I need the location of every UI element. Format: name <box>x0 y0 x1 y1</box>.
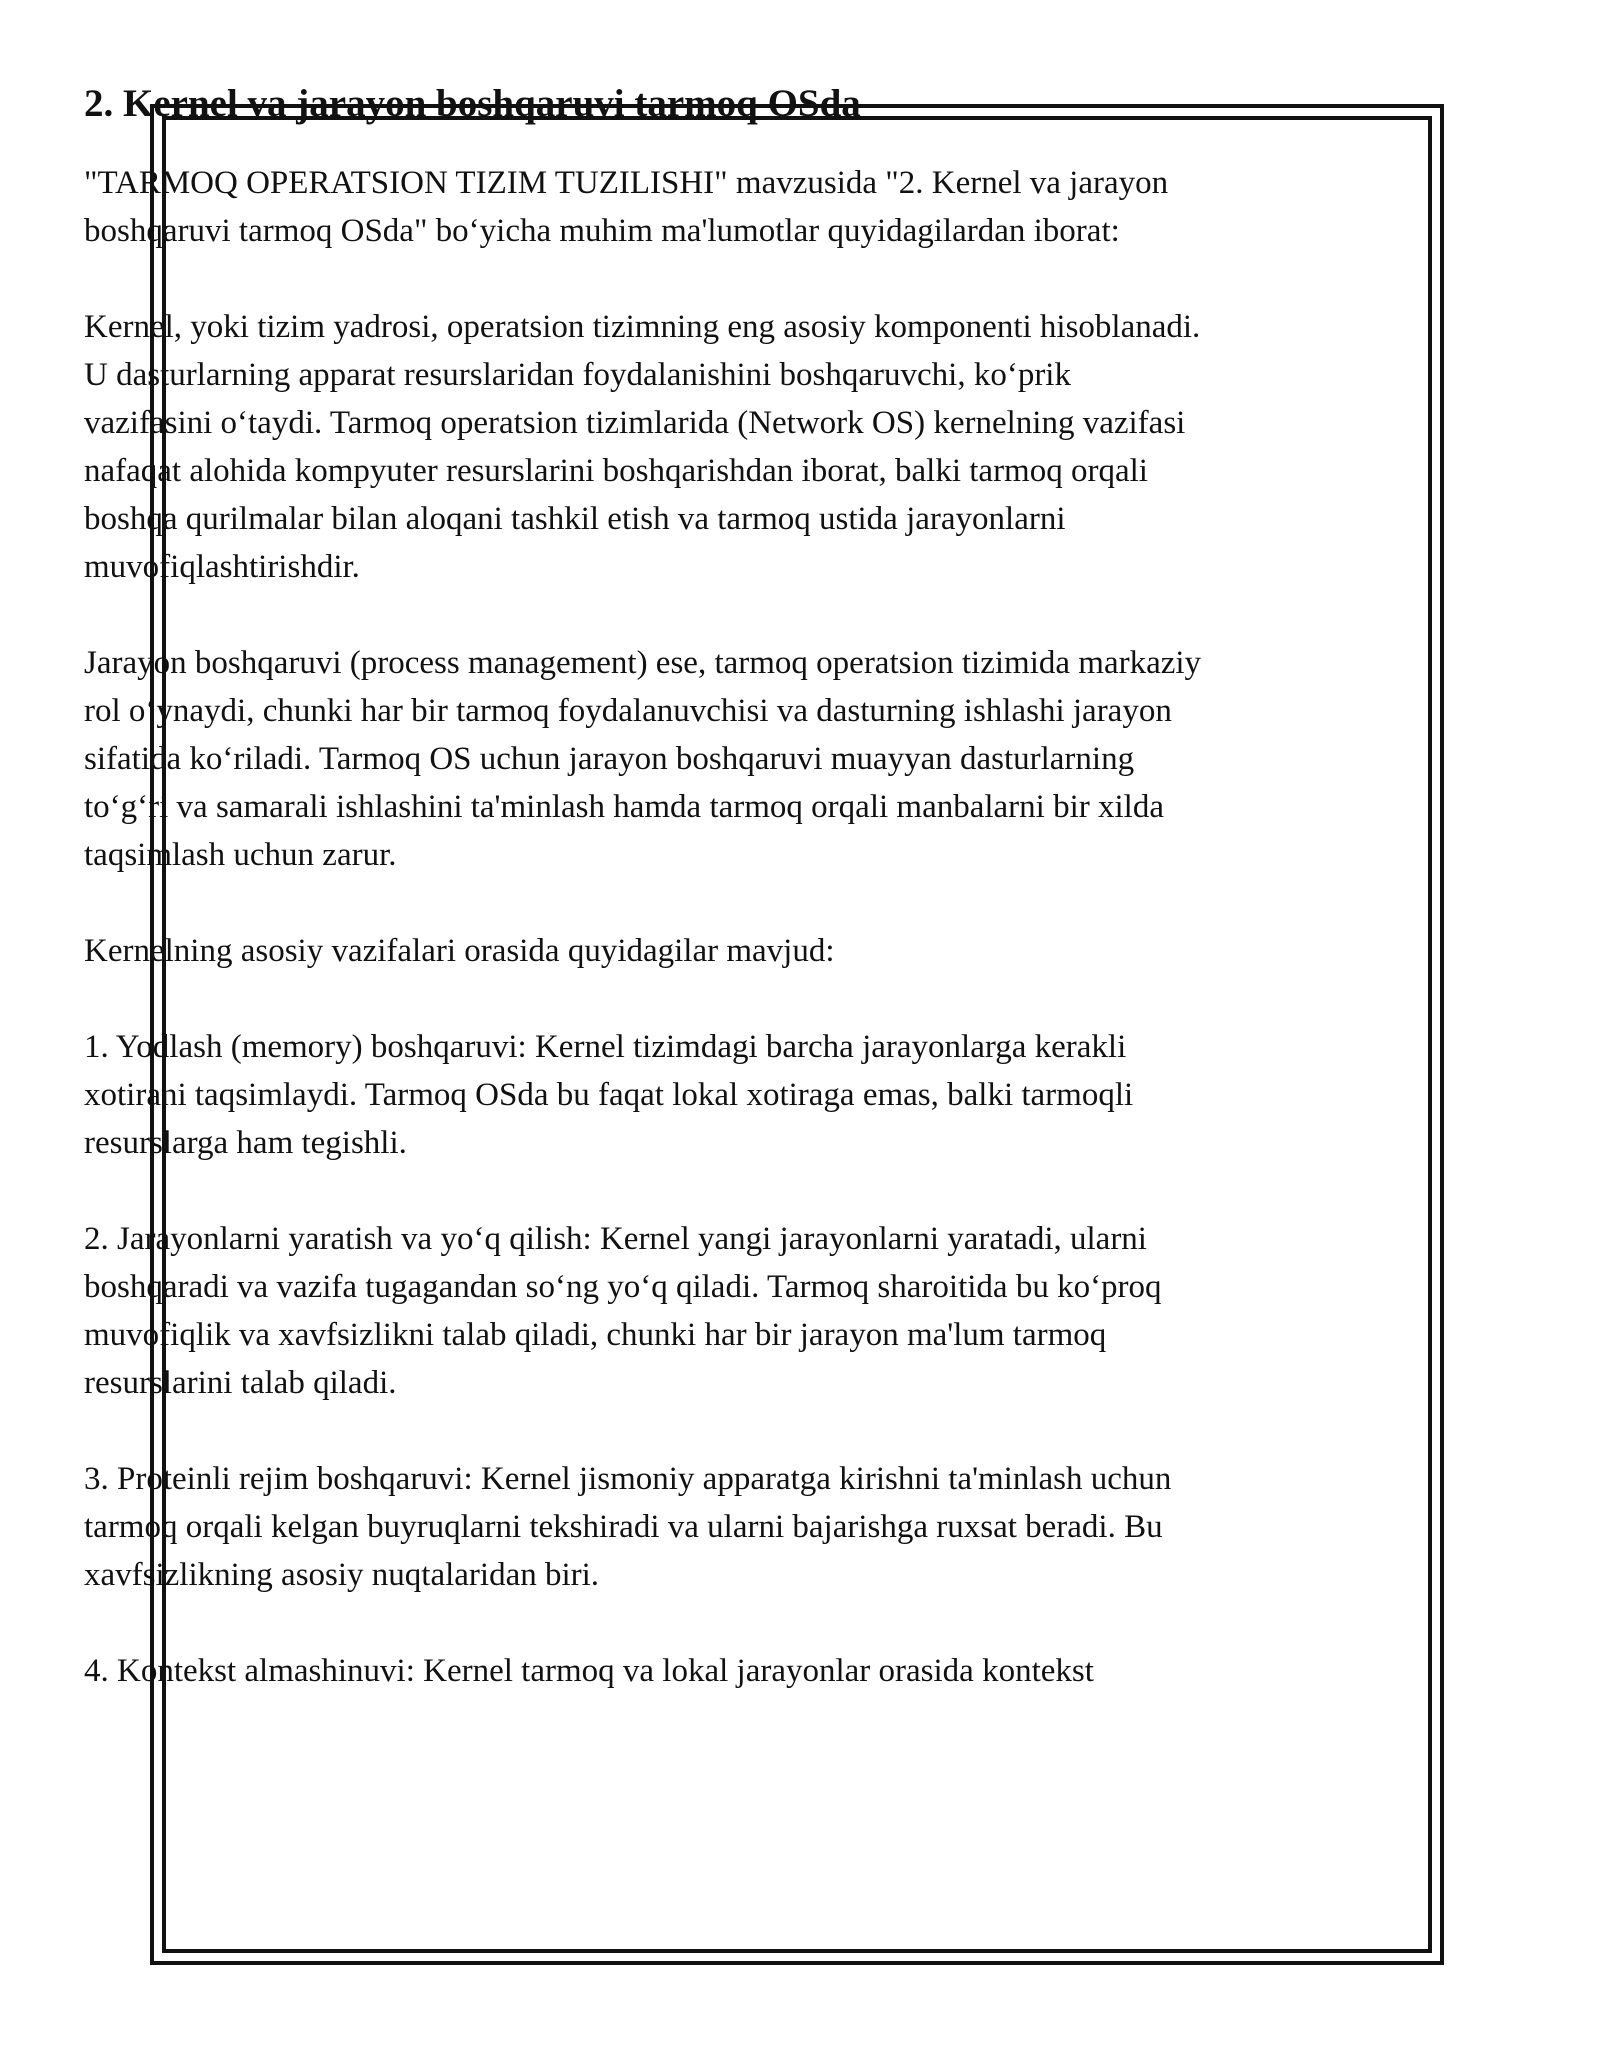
section-heading: 2. Kernel va jarayon boshqaruvi tarmoq OSda <box>84 82 861 125</box>
kernel-paragraph: Kernel, yoki tizim yadrosi, operatsion tizimning eng asosiy komponenti hisoblanadi. U dasturlarning apparat resurslaridan foydalanishini boshqaruvchi, ko‘prik vazifasini o‘taydi. Tarmoq operatsion tizimlarida (Network OS) kernelning vazifasi nafaqat alohida kompyuter resurslarini boshqarishdan iborat, balki tarmoq orqali boshqa qurilmalar bilan aloqani tashkil etish va tarmoq ustida jarayonlarni muvofiqlashtirishdir. <box>84 308 1201 585</box>
process-management-paragraph: Jarayon boshqaruvi (process management) ese, tarmoq operatsion tizimida markaziy rol o‘ynaydi, chunki har bir tarmoq foydalanuvchisi va dasturning ishlashi jarayon sifatida ko‘riladi. Tarmoq OS uchun jarayon boshqaruvi muayyan dasturlarning to‘g‘ri va samarali ishlashini ta'minlash hamda tarmoq orqali manbalarni bir xilda taqsimlash uchun zarur. <box>84 644 1202 873</box>
document-body <box>84 80 1204 1743</box>
list-item-memory: 1. Yodlash (memory) boshqaruvi: Kernel tizimdagi barcha jarayonlarga kerakli xotirani taqsimlaydi. Tarmoq OSda bu faqat lokal xotiraga emas, balki tarmoqli resurslarga ham tegishli. <box>84 1028 1134 1161</box>
list-item-protected-mode: 3. Proteinli rejim boshqaruvi: Kernel jismoniy apparatga kirishni ta'minlash uchun tarmoq orqali kelgan buyruqlarni tekshiradi va ularni bajarishga ruxsat beradi. Bu xavfsizlikning asosiy nuqtalaridan biri. <box>84 1460 1172 1593</box>
intro-paragraph: "TARMOQ OPERATSION TIZIM TUZILISHI" mavzusida "2. Kernel va jarayon boshqaruvi tarmoq OSda" bo‘yicha muhim ma'lumotlar quyidagilardan iborat: <box>84 164 1169 249</box>
list-item-context-switch: 4. Kontekst almashinuvi: Kernel tarmoq va lokal jarayonlar orasida kontekst <box>84 1652 1094 1689</box>
kernel-tasks-intro: Kernelning asosiy vazifalari orasida quyidagilar mavjud: <box>84 932 835 969</box>
list-item-processes: 2. Jarayonlarni yaratish va yo‘q qilish: Kernel yangi jarayonlarni yaratadi, ularni boshqaradi va vazifa tugagandan so‘ng yo‘q qiladi. Tarmoq sharoitida bu ko‘proq muvofiqlik va xavfsizlikni talab qiladi, chunki har bir jarayon ma'lum tarmoq resurslarini talab qiladi. <box>84 1220 1162 1401</box>
